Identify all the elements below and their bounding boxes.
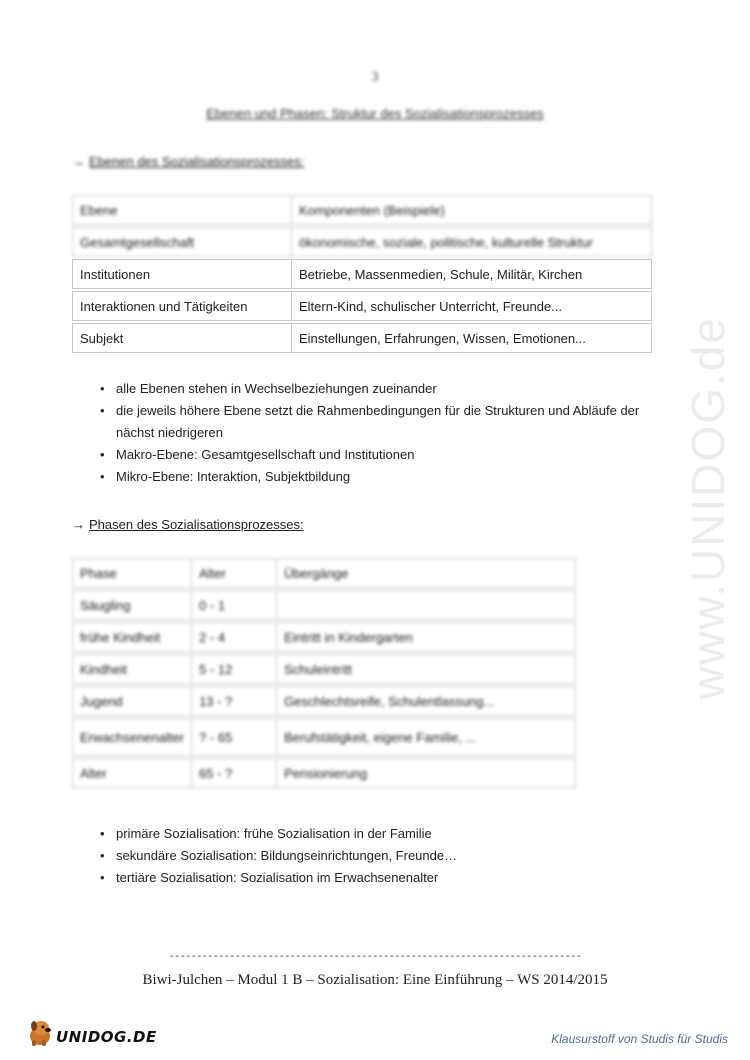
table-cell: Gesamtgesellschaft	[72, 227, 292, 257]
table-cell: Eintritt in Kindergarten	[277, 622, 576, 652]
table-row	[72, 654, 576, 684]
table-cell: Interaktionen und Tätigkeiten	[72, 291, 292, 321]
table-cell: Säugling	[72, 590, 192, 620]
table-cell: Berufstätigkeit, eigene Familie, ...	[277, 718, 576, 756]
list-item: • die jeweils höhere Ebene setzt die Rahmenbedingungen für die Strukturen und Abläufe der nächst niedrigeren	[100, 400, 660, 444]
table-cell: Betriebe, Massenmedien, Schule, Militär, Kirchen	[292, 259, 652, 289]
page-number: 3	[371, 70, 379, 85]
table-row	[72, 227, 652, 257]
table-row	[72, 259, 652, 289]
table-cell: ? - 65	[192, 718, 277, 756]
table-row	[72, 590, 576, 620]
table-row	[72, 558, 576, 588]
table-cell: 2 - 4	[192, 622, 277, 652]
list-item: • tertiäre Sozialisation: Sozialisation im Erwachsenenalter	[100, 867, 660, 889]
watermark-text: www.UNIDOG.de	[682, 316, 734, 700]
table-row	[72, 622, 576, 652]
table-cell: Erwachsenenalter	[72, 718, 192, 756]
dog-mascot-icon	[24, 1016, 58, 1048]
table-row	[72, 195, 652, 225]
list-item: • primäre Sozialisation: frühe Sozialisation in der Familie	[100, 823, 660, 845]
table-row	[72, 323, 652, 353]
levels-bullet-list	[100, 378, 660, 488]
table-cell: Einstellungen, Erfahrungen, Wissen, Emotionen...	[292, 323, 652, 353]
table-cell: Übergänge	[277, 558, 576, 588]
table-cell: Pensionierung	[277, 758, 576, 788]
list-item: • Makro-Ebene: Gesamtgesellschaft und Institutionen	[100, 444, 660, 466]
footer-text: Biwi-Julchen – Modul 1 B – Sozialisation: Eine Einführung – WS 2014/2015	[142, 972, 608, 988]
table-row	[72, 718, 576, 756]
list-item: • sekundäre Sozialisation: Bildungseinrichtungen, Freunde…	[100, 845, 660, 867]
watermark	[682, 283, 734, 733]
table-row	[72, 758, 576, 788]
phases-table	[72, 556, 576, 790]
table-cell: Schuleintritt	[277, 654, 576, 684]
table-cell: Eltern-Kind, schulischer Unterricht, Freunde...	[292, 291, 652, 321]
unidog-logo	[24, 1012, 157, 1052]
page-title: Ebenen und Phasen: Struktur des Sozialisationsprozesses	[206, 106, 544, 121]
levels-heading-text: Ebenen des Sozialisationsprozesses:	[89, 154, 305, 169]
table-cell: Ebene	[72, 195, 292, 225]
table-cell: 5 - 12	[192, 654, 277, 684]
table-cell: frühe Kindheit	[72, 622, 192, 652]
table-cell	[277, 590, 576, 620]
table-cell: Geschlechtsreife, Schulentlassung...	[277, 686, 576, 716]
table-cell: Phase	[72, 558, 192, 588]
table-cell: 13 - ?	[192, 686, 277, 716]
footer-divider: ---------------------------------------------------------------------------	[168, 952, 582, 963]
phases-heading	[72, 517, 304, 532]
table-cell: 65 - ?	[192, 758, 277, 788]
tagline: Klausurstoff von Studis für Studis	[551, 1032, 728, 1046]
logo-text: UNIDOG.DE	[56, 1028, 157, 1046]
phases-heading-text: Phasen des Sozialisationsprozesses:	[89, 517, 304, 532]
levels-heading	[72, 154, 304, 169]
table-cell: ökonomische, soziale, politische, kulturelle Struktur	[292, 227, 652, 257]
levels-table	[72, 193, 652, 355]
table-cell: Alter	[192, 558, 277, 588]
list-item: • Mikro-Ebene: Interaktion, Subjektbildung	[100, 466, 660, 488]
table-cell: Jugend	[72, 686, 192, 716]
table-cell: Institutionen	[72, 259, 292, 289]
list-item: • alle Ebenen stehen in Wechselbeziehungen zueinander	[100, 378, 660, 400]
table-cell: Subjekt	[72, 323, 292, 353]
phases-bullet-list	[100, 823, 660, 889]
table-row	[72, 686, 576, 716]
table-cell: 0 - 1	[192, 590, 277, 620]
arrow-icon: →	[72, 154, 85, 169]
table-cell: Komponenten (Beispiele)	[292, 195, 652, 225]
table-row	[72, 291, 652, 321]
arrow-icon: →	[72, 517, 85, 532]
table-cell: Alter	[72, 758, 192, 788]
table-cell: Kindheit	[72, 654, 192, 684]
